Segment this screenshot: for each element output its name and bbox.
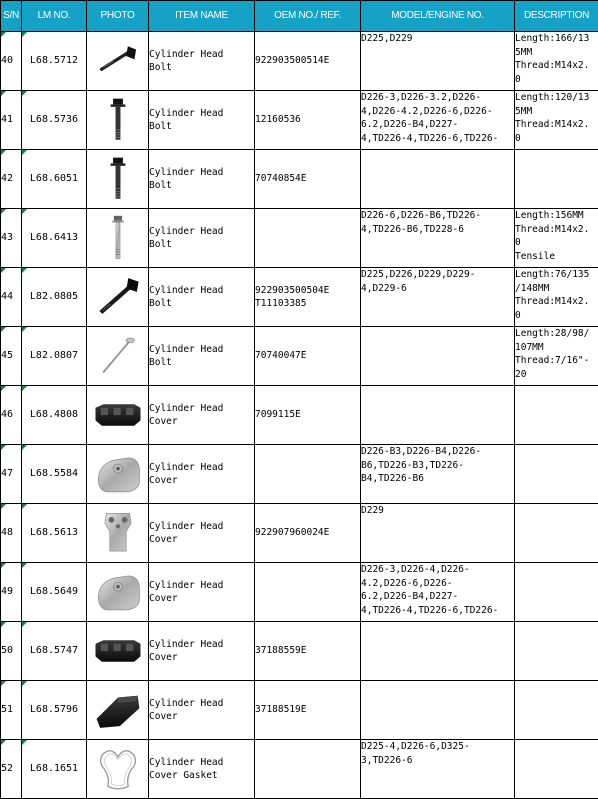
table-row [1,150,598,209]
cover-black-icon [92,633,144,669]
bolt-flange-icon [95,95,141,145]
sn-cell: 40 [1,32,22,91]
lm-no-cell: L68.5796 [22,681,87,740]
lm-no-cell: L68.5649 [22,563,87,622]
photo-cell [87,445,149,504]
model-engine-cell-text: D225-4,D226-6,D325- 3,TD226-6 [361,741,470,766]
item-name-cell-text: Cylinder Head Cover Gasket [149,756,224,781]
sn-cell: 43 [1,209,22,268]
model-engine-cell-text: D225,D229 [361,33,413,44]
description-cell-text: Length:28/98/ 107MM Thread:7/16"- 20 [515,328,590,380]
photo-cell [87,209,149,268]
header-model-engine: MODEL/ENGINE NO. [361,1,515,32]
item-name-cell-text: Cylinder Head Bolt [149,284,224,309]
model-engine-cell [361,681,515,740]
item-name-cell [149,386,255,445]
item-name-cell-text: Cylinder Head Cover [149,461,224,486]
photo-cell [87,327,149,386]
header-sn: S/N [1,1,22,32]
oem-ref-cell-text: 37188559E [255,645,307,657]
table-row [1,386,598,445]
item-name-cell [149,563,255,622]
header-photo: PHOTO [87,1,149,32]
bolt-long-icon [95,213,141,263]
bolt-hex-icon [94,273,142,321]
description-cell [515,91,598,150]
lm-no-cell: L68.6051 [22,150,87,209]
item-name-cell [149,622,255,681]
gasket-icon [94,744,142,794]
table-row [1,268,598,327]
oem-ref-cell [255,327,361,386]
table-row [1,327,598,386]
description-cell [515,150,598,209]
description-cell [515,327,598,386]
description-cell [515,32,598,91]
item-name-cell [149,445,255,504]
lm-no-cell: L68.5613 [22,504,87,563]
item-name-cell [149,504,255,563]
sn-cell: 47 [1,445,22,504]
lm-no-cell: L68.5747 [22,622,87,681]
model-engine-cell-text: D225,D226,D229,D229- 4,D229-6 [361,269,476,294]
description-cell-text: Length:156MM Thread:M14x2. 0 Tensile [515,210,590,262]
oem-ref-cell-text: 70740854E [255,173,307,185]
table-row [1,209,598,268]
table-row [1,91,598,150]
sn-cell: 50 [1,622,22,681]
model-engine-cell [361,91,515,150]
model-engine-cell [361,150,515,209]
item-name-cell-text: Cylinder Head Cover [149,697,224,722]
lm-no-cell: L68.6413 [22,209,87,268]
lm-no-cell: L82.0807 [22,327,87,386]
model-engine-cell [361,32,515,91]
header-item-name: ITEM NAME [149,1,255,32]
item-name-cell [149,268,255,327]
oem-ref-cell [255,209,361,268]
description-cell [515,563,598,622]
item-name-cell-text: Cylinder Head Bolt [149,343,224,368]
description-cell-text: Length:166/13 5MM Thread:M14x2. 0 [515,33,590,85]
item-name-cell-text: Cylinder Head Cover [149,520,224,545]
description-cell [515,681,598,740]
oem-ref-cell [255,622,361,681]
description-cell [515,386,598,445]
lm-no-cell: L68.5584 [22,445,87,504]
lm-no-cell: L82.0805 [22,268,87,327]
sn-cell: 41 [1,91,22,150]
table-row [1,445,598,504]
header-row [1,1,598,32]
item-name-cell [149,740,255,799]
photo-cell [87,622,149,681]
header-description: DESCRIPTION [515,1,598,32]
model-engine-cell [361,622,515,681]
oem-ref-cell-text: 922903500514E [255,55,330,67]
item-name-cell [149,32,255,91]
header-oem-ref: OEM NO./ REF. [255,1,361,32]
oem-ref-cell [255,386,361,445]
oem-ref-cell-text: 922907960024E [255,527,330,539]
sn-cell: 49 [1,563,22,622]
sn-cell: 44 [1,268,22,327]
photo-cell [87,91,149,150]
photo-cell [87,32,149,91]
sn-cell: 46 [1,386,22,445]
oem-ref-cell-text: 12160536 [255,114,301,126]
item-name-cell-text: Cylinder Head Bolt [149,225,224,250]
photo-cell [87,740,149,799]
oem-ref-cell [255,504,361,563]
cover-black-icon [92,397,144,433]
description-cell [515,504,598,563]
photo-cell [87,681,149,740]
cover-alloy-icon [93,452,143,496]
item-name-cell-text: Cylinder Head Cover [149,402,224,427]
model-engine-cell-text: D226-6,D226-B6,TD226- 4,TD226-B6,TD228-6 [361,210,482,235]
description-cell-text: Length:76/135 /148MM Thread:M14x2. 0 [515,269,590,321]
description-cell [515,268,598,327]
table-row [1,563,598,622]
model-engine-cell-text: D226-3,D226-4,D226- 4.2,D226-6,D226- 6.2,D226-B4,D227- 4,TD226-4,TD226-6,TD226- [361,564,499,616]
lm-no-cell: L68.5736 [22,91,87,150]
description-cell [515,740,598,799]
oem-ref-cell [255,445,361,504]
description-cell [515,622,598,681]
cover-tall-icon [95,508,141,558]
bolt-flange-icon [95,154,141,204]
sn-cell: 48 [1,504,22,563]
photo-cell [87,268,149,327]
photo-cell [87,386,149,445]
item-name-cell [149,681,255,740]
oem-ref-cell [255,150,361,209]
bolt-thin-icon [95,333,141,379]
item-name-cell-text: Cylinder Head Bolt [149,107,224,132]
oem-ref-cell [255,91,361,150]
header-lm-no: LM NO. [22,1,87,32]
item-name-cell-text: Cylinder Head Cover [149,579,224,604]
sn-cell: 45 [1,327,22,386]
model-engine-cell [361,740,515,799]
oem-ref-cell-text: 922903500504E T11103385 [255,284,330,309]
item-name-cell [149,209,255,268]
sn-cell: 52 [1,740,22,799]
oem-ref-cell [255,740,361,799]
photo-cell [87,563,149,622]
table-row [1,32,598,91]
cover-wedge-icon [93,688,143,732]
table-row [1,681,598,740]
item-name-cell-text: Cylinder Head Cover [149,638,224,663]
model-engine-cell-text: D226-B3,D226-B4,D226- B6,TD226-B3,TD226- B4,TD226-B6 [361,446,482,484]
photo-cell [87,504,149,563]
model-engine-cell [361,563,515,622]
description-cell [515,209,598,268]
model-engine-cell [361,504,515,563]
model-engine-cell [361,327,515,386]
item-name-cell [149,327,255,386]
oem-ref-cell [255,563,361,622]
table-row [1,504,598,563]
model-engine-cell [361,268,515,327]
lm-no-cell: L68.1651 [22,740,87,799]
table-row [1,622,598,681]
bolt-short-icon [95,38,141,84]
sn-cell: 51 [1,681,22,740]
oem-ref-cell [255,32,361,91]
oem-ref-cell-text: 37188519E [255,704,307,716]
cover-alloy-icon [93,570,143,614]
lm-no-cell: L68.5712 [22,32,87,91]
item-name-cell [149,91,255,150]
oem-ref-cell [255,268,361,327]
model-engine-cell [361,386,515,445]
item-name-cell-text: Cylinder Head Bolt [149,48,224,73]
item-name-cell-text: Cylinder Head Bolt [149,166,224,191]
item-name-cell [149,150,255,209]
photo-cell [87,150,149,209]
model-engine-cell [361,445,515,504]
model-engine-cell-text: D226-3,D226-3.2,D226- 4,D226-4.2,D226-6,D226- 6.2,D226-B4,D227- 4,TD226-4,TD226-6,TD226- [361,92,499,144]
oem-ref-cell [255,681,361,740]
sn-cell: 42 [1,150,22,209]
lm-no-cell: L68.4808 [22,386,87,445]
model-engine-cell [361,209,515,268]
description-cell-text: Length:120/13 5MM Thread:M14x2. 0 [515,92,590,144]
oem-ref-cell-text: 70740047E [255,350,307,362]
model-engine-cell-text: D229 [361,505,384,516]
oem-ref-cell-text: 7099115E [255,409,301,421]
table-row [1,740,598,799]
description-cell [515,445,598,504]
